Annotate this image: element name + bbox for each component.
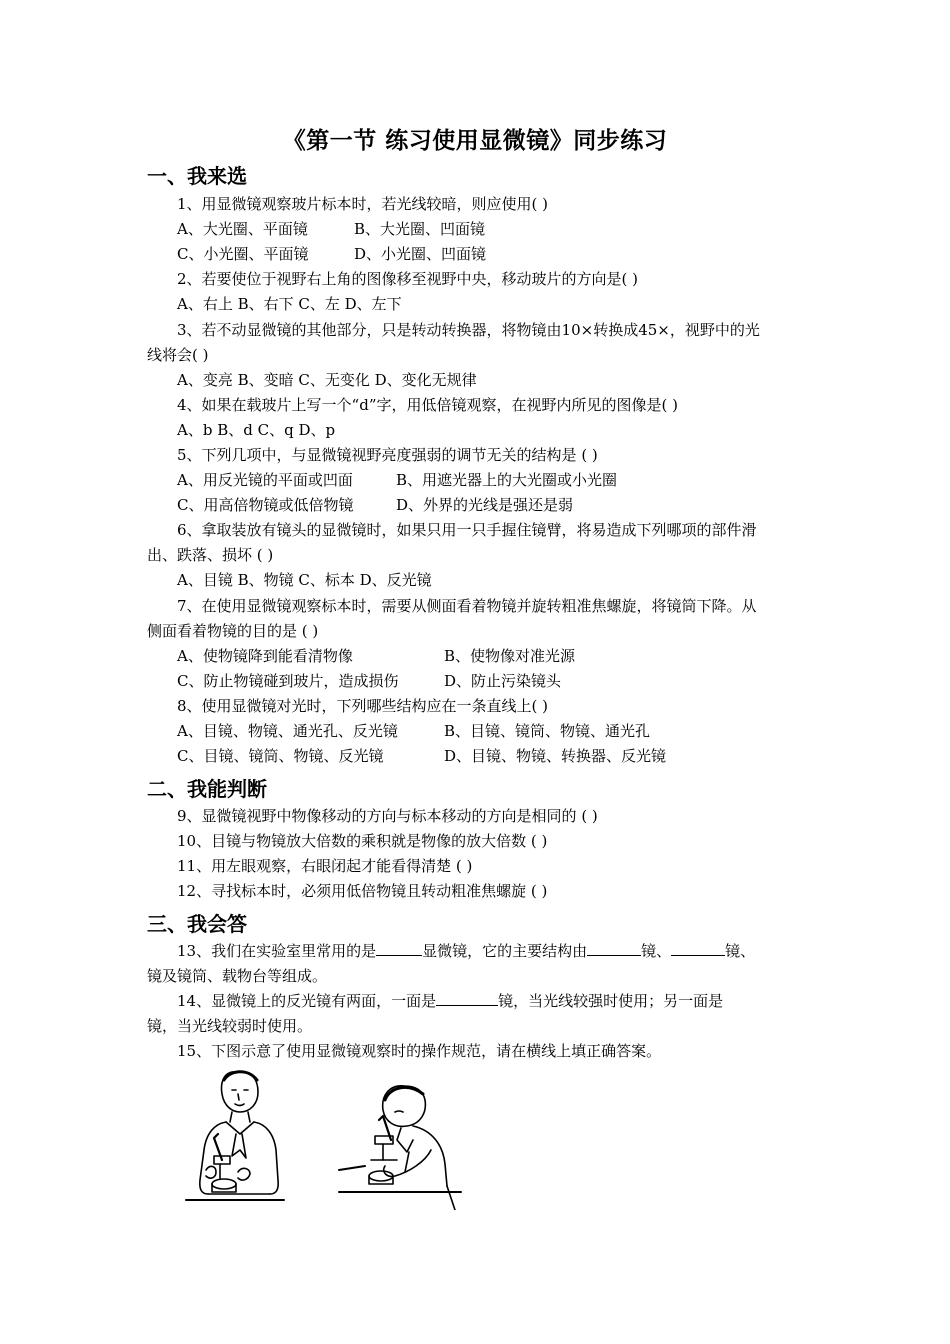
question-3-line-1: 3、若不动显微镜的其他部分，只是转动转换器，将物镜由10×转换成45×，视野中的光: [177, 321, 760, 339]
q7-option-c: C、防止物镜碰到玻片，造成损伤: [177, 672, 399, 690]
q5-option-d: D、外界的光线是强还是弱: [396, 496, 574, 514]
q1-option-d: D、小光圈、凹面镜: [354, 245, 487, 263]
q2-options: A、右上 B、右下 C、左 D、左下: [177, 295, 402, 313]
section-heading-choose: 一、我来选: [147, 164, 247, 188]
q8-option-d: D、目镜、物镜、转换器、反光镜: [444, 747, 667, 765]
boy-side-microscope-figure: [335, 1060, 465, 1210]
q13-text-2: 显微镜，它的主要结构由: [422, 942, 588, 960]
q13-blank-3: [671, 941, 725, 956]
q1-option-c: C、小光圈、平面镜: [177, 245, 309, 263]
q1-option-b: B、大光圈、凹面镜: [354, 220, 486, 238]
q3-options: A、变亮 B、变暗 C、无变化 D、变化无规律: [177, 371, 477, 389]
q4-options: A、b B、d C、q D、p: [177, 421, 336, 439]
q1-option-a: A、大光圈、平面镜: [177, 220, 308, 238]
q13-blank-2: [587, 941, 641, 956]
question-15: 15、下图示意了使用显微镜观察时的操作规范，请在横线上填正确答案。: [177, 1042, 662, 1060]
q8-option-b: B、目镜、镜筒、物镜、通光孔: [444, 722, 651, 740]
question-11: 11、用左眼观察，右眼闭起才能看得清楚 ( ): [177, 857, 473, 875]
question-8: 8、使用显微镜对光时，下列哪些结构应在一条直线上( ): [177, 697, 549, 715]
q8-option-c: C、目镜、镜筒、物镜、反光镜: [177, 747, 384, 765]
page-title: 《第一节 练习使用显微镜》同步练习: [282, 127, 668, 154]
q13-text-3: 镜、: [641, 942, 672, 960]
section-heading-answer: 三、我会答: [147, 912, 247, 936]
question-12: 12、寻找标本时，必须用低倍物镜且转动粗准焦螺旋 ( ): [177, 882, 548, 900]
question-10: 10、目镜与物镜放大倍数的乘积就是物像的放大倍数 ( ): [177, 832, 548, 850]
question-7-line-2: 侧面看着物镜的目的是 ( ): [147, 622, 319, 640]
q14-text-2: 镜，当光线较强时使用；另一面是: [498, 992, 724, 1010]
q5-option-b: B、用遮光器上的大光圈或小光圈: [396, 471, 618, 489]
question-7-line-1: 7、在使用显微镜观察标本时，需要从侧面看着物镜并旋转粗准焦螺旋，将镜筒下降。从: [177, 597, 757, 615]
question-6-line-1: 6、拿取装放有镜头的显微镜时，如果只用一只手握住镜臂，将易造成下列哪项的部件滑: [177, 521, 757, 539]
q6-options: A、目镜 B、物镜 C、标本 D、反光镜: [177, 571, 432, 589]
q7-option-a: A、使物镜降到能看清物像: [177, 647, 353, 665]
question-9: 9、显微镜视野中物像移动的方向与标本移动的方向是相同的 ( ): [177, 807, 598, 825]
q7-option-d: D、防止污染镜头: [444, 672, 562, 690]
q5-option-a: A、用反光镜的平面或凹面: [177, 471, 353, 489]
question-3-line-2: 线将会( ): [147, 346, 209, 364]
q8-option-a: A、目镜、物镜、通光孔、反光镜: [177, 722, 398, 740]
question-14-line-1: [177, 991, 723, 1011]
question-14-line-2: 镜，当光线较弱时使用。: [147, 1017, 313, 1035]
q13-text-1: 13、我们在实验室里常用的是: [177, 942, 377, 960]
section-heading-judge: 二、我能判断: [147, 777, 267, 801]
q5-option-c: C、用高倍物镜或低倍物镜: [177, 496, 354, 514]
question-13-line-2: 镜及镜筒、载物台等组成。: [147, 967, 328, 985]
q7-option-b: B、使物像对准光源: [444, 647, 576, 665]
question-5: 5、下列几项中，与显微镜视野亮度强弱的调节无关的结构是 ( ): [177, 446, 598, 464]
question-2: 2、若要使位于视野右上角的图像移至视野中央，移动玻片的方向是( ): [177, 270, 639, 288]
q14-blank-1: [436, 991, 498, 1006]
q13-text-4: 镜、: [725, 942, 756, 960]
question-13-line-1: [177, 941, 755, 961]
question-1: 1、用显微镜观察玻片标本时，若光线较暗，则应使用( ): [177, 195, 549, 213]
question-4: 4、如果在载玻片上写一个“d”字，用低倍镜观察，在视野内所见的图像是( ): [177, 396, 678, 414]
question-6-line-2: 出、跌落、损坏 ( ): [147, 546, 274, 564]
q14-text-1: 14、显微镜上的反光镜有两面，一面是: [177, 992, 437, 1010]
boy-front-microscope-figure: [180, 1060, 290, 1215]
q13-blank-1: [376, 941, 422, 956]
